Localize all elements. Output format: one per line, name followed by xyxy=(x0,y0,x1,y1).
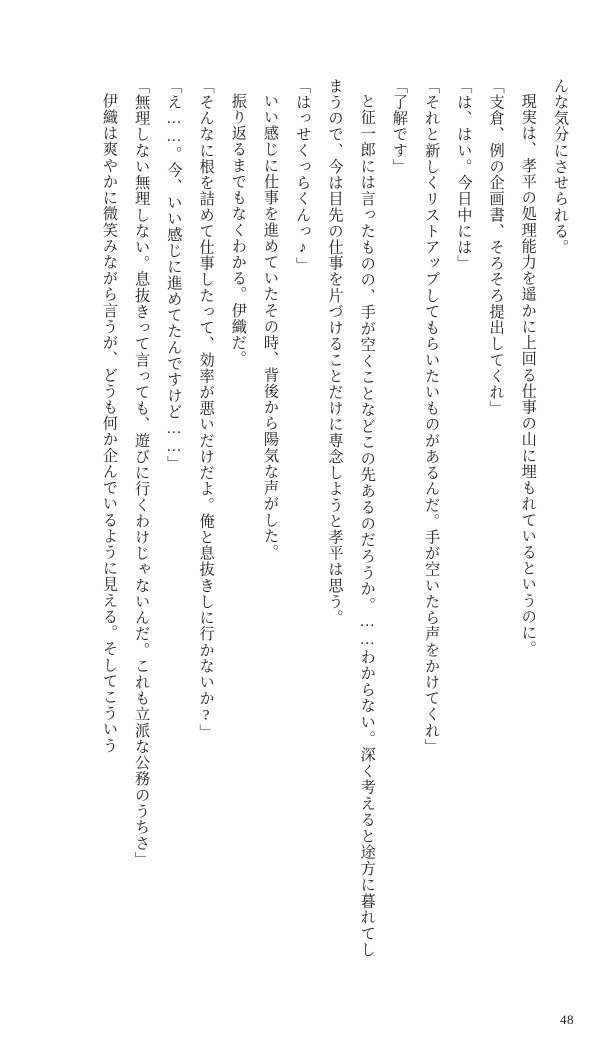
paragraph: 伊織は爽やかに微笑みながら言うが、どうも何か企んでいるように見える。そしてこういう xyxy=(100,93,118,754)
paragraph: 振り返るまでもなくわかる。伊織だ。 xyxy=(229,93,247,368)
dialogue-line: 「了解です」 xyxy=(390,78,408,175)
paragraph: と征一郎には言ったものの、手が空くことなどこの先あるのだろうか。……わからない。深く考えると途方に暮れてしまうので、今は目先の仕事を片づけることだけに専念しようと孝平は思う。 xyxy=(326,78,376,958)
dialogue-line: 「え……。今、いい感じに進めてたんですけど……」 xyxy=(165,78,183,472)
paragraph: いい感じに仕事を進めていたその時、背後から陽気な声がした。 xyxy=(262,93,280,561)
dialogue-line: 「支倉、例の企画書、そろそろ提出してくれ」 xyxy=(487,78,505,417)
paragraph: 現実は、孝平の処理能力を遥かに上回る仕事の山に埋もれているというのに。 xyxy=(519,93,537,658)
dialogue-line: 「そんなに根を詰めて仕事したって、効率が悪いだけだよ。俺と息抜きしに行かないか?」 xyxy=(197,78,215,741)
vertical-text-body xyxy=(52,78,576,958)
paragraph: んな気分にさせられる。 xyxy=(552,78,569,256)
dialogue-line: 「はっせくっらくんっ♪」 xyxy=(294,78,312,274)
dialogue-line: 「は、はい。今日中には」 xyxy=(455,78,473,272)
dialogue-line: 「無理しない無理しない。息抜きって言っても、遊びに行くわけじゃないんだ。これも立派な公務のうちさ」 xyxy=(133,78,151,868)
page-number: 48 xyxy=(559,1012,574,1027)
dialogue-line: 「それと新しくリストアップしてもらいたいものがあるんだ。手が空いたら声をかけてくれ」 xyxy=(423,78,441,755)
